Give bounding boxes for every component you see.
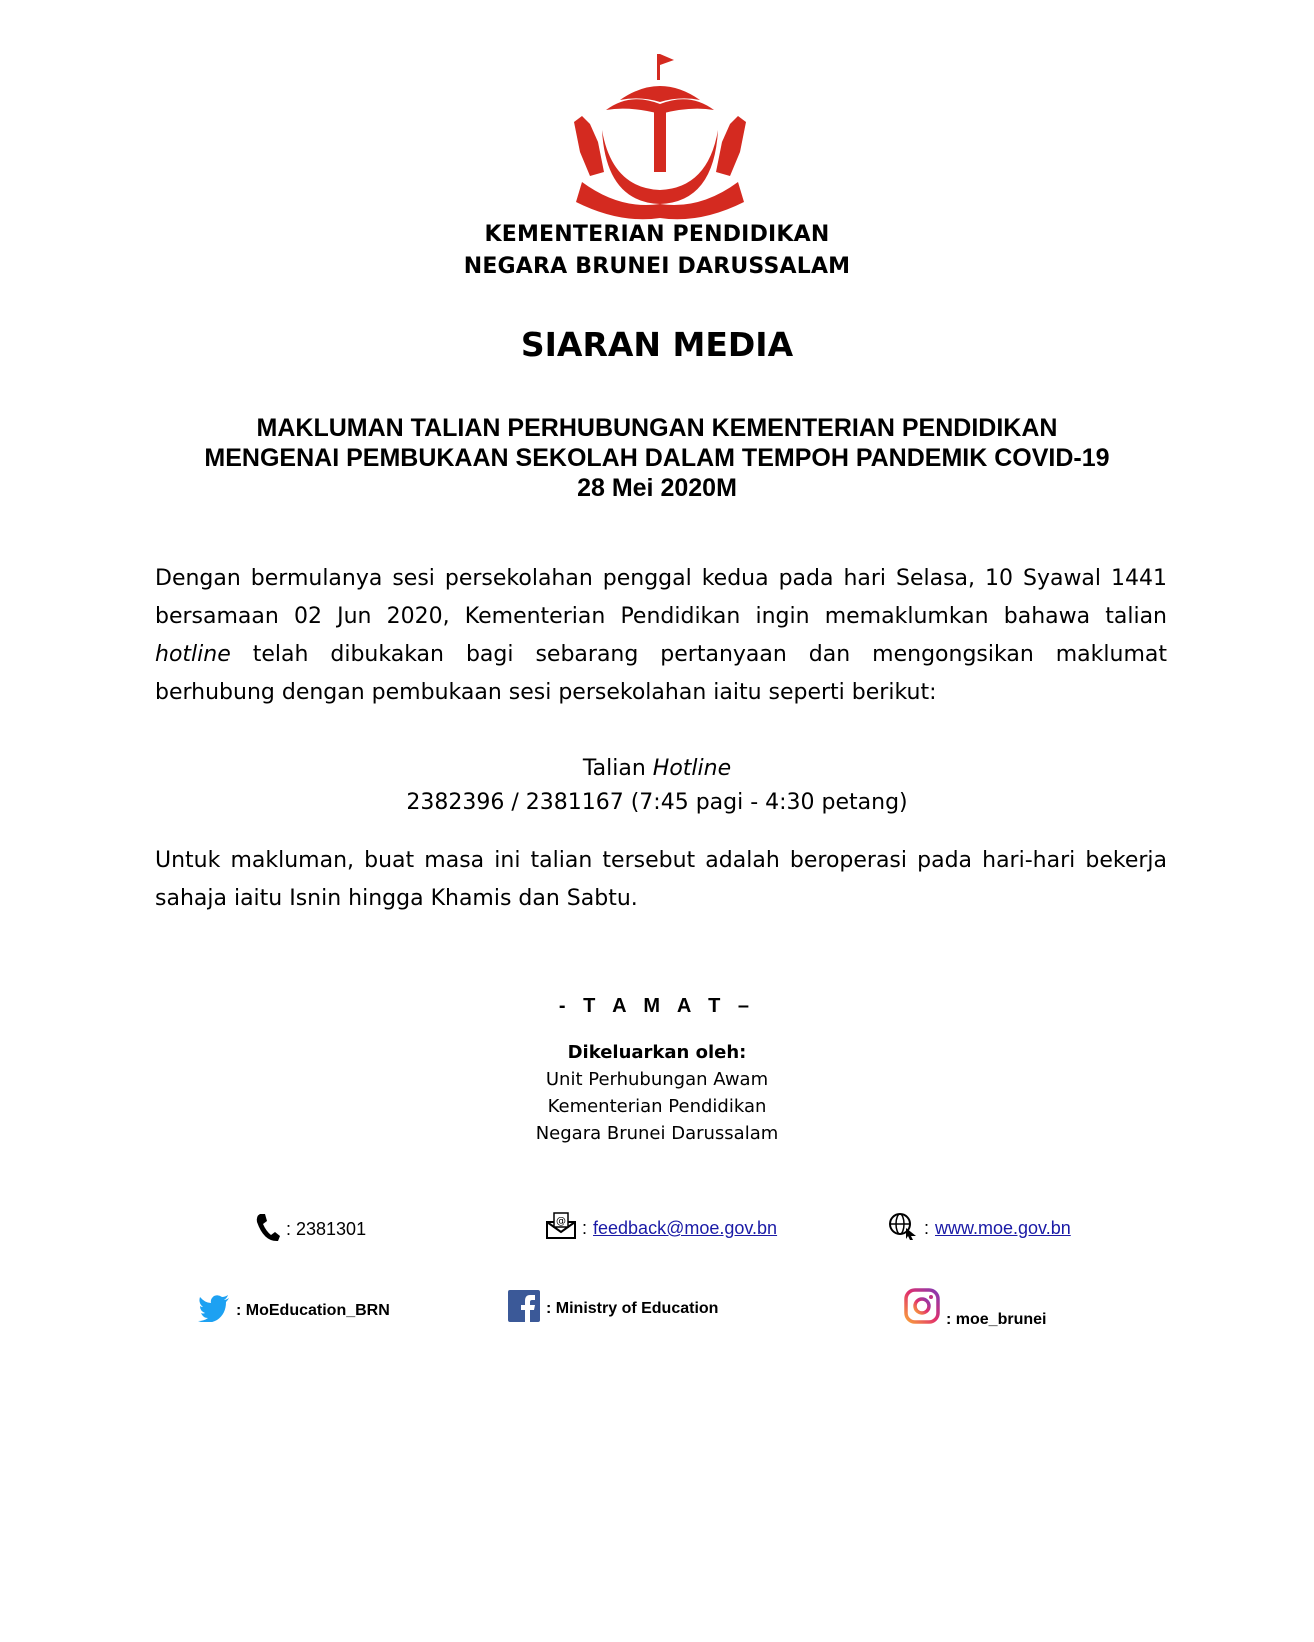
ministry-name-line1: KEMENTERIAN PENDIDIKAN: [484, 222, 830, 247]
hotline-label-text: Talian: [582, 756, 653, 781]
document-type-heading: SIARAN MEDIA: [520, 325, 794, 364]
hotline-label-italic: Hotline: [652, 756, 732, 781]
para1-text-a: Dengan bermulanya sesi persekolahan penggal kedua pada hari Selasa, 10 Syawal 1441 bersamaan 02 Jun 2020, Kementerian Pendidikan ingin memaklumkan bahawa talian: [155, 566, 1167, 629]
brunei-crest-icon: [560, 52, 760, 220]
title-line2: MENGENAI PEMBUKAAN SEKOLAH DALAM TEMPOH PANDEMIK COVID-19: [204, 444, 1110, 472]
body-paragraph-1: [155, 560, 1167, 712]
body-paragraph-2: Untuk makluman, buat masa ini talian tersebut adalah beroperasi pada hari-hari bekerja sahaja iaitu Isnin hingga Khamis dan Sabtu.: [155, 848, 1167, 911]
release-date: 28 Mei 2020M: [577, 474, 737, 502]
facebook-page: : Ministry of Education: [546, 1299, 719, 1317]
issuer-country: Negara Brunei Darussalam: [535, 1123, 779, 1144]
issuer-unit: Unit Perhubungan Awam: [545, 1069, 769, 1090]
hotline-label: [0, 756, 1314, 781]
para1-hotline-italic: hotline: [155, 642, 231, 667]
contact-twitter: [198, 1294, 390, 1327]
globe-cursor-icon: [888, 1212, 918, 1245]
phone-number: : 2381301: [286, 1219, 367, 1239]
email-prefix: :: [582, 1218, 588, 1238]
contact-instagram: [904, 1288, 1046, 1329]
title-line1: MAKLUMAN TALIAN PERHUBUNGAN KEMENTERIAN PENDIDIKAN: [256, 414, 1058, 442]
website-prefix: :: [924, 1218, 930, 1238]
facebook-icon: [508, 1290, 540, 1327]
email-icon: [546, 1212, 576, 1245]
twitter-handle: : MoEducation_BRN: [236, 1301, 390, 1319]
phone-icon: [254, 1212, 280, 1247]
issuer-ministry: Kementerian Pendidikan: [547, 1096, 767, 1117]
svg-text:@: @: [556, 1216, 566, 1227]
para1-text-b: telah dibukakan bagi sebarang pertanyaan dan mengongsikan maklumat berhubung dengan pembukaan sesi persekolahan iaitu seperti berikut:: [155, 642, 1167, 705]
hotline-numbers: 2382396 / 2381167 (7:45 pagi - 4:30 petang): [406, 790, 908, 815]
contact-facebook: [508, 1290, 718, 1327]
contact-phone: [254, 1212, 366, 1247]
contact-email: [546, 1212, 777, 1245]
instagram-icon: [904, 1288, 940, 1329]
issued-by-label: Dikeluarkan oleh:: [567, 1042, 747, 1063]
email-link[interactable]: feedback@moe.gov.bn: [593, 1218, 778, 1238]
instagram-handle: : moe_brunei: [946, 1311, 1047, 1328]
ministry-name-line2: NEGARA BRUNEI DARUSSALAM: [463, 254, 851, 279]
website-link[interactable]: www.moe.gov.bn: [935, 1218, 1071, 1238]
contact-website: [888, 1212, 1071, 1245]
twitter-icon: [198, 1294, 230, 1327]
end-marker: - T A M A T –: [558, 995, 756, 1017]
